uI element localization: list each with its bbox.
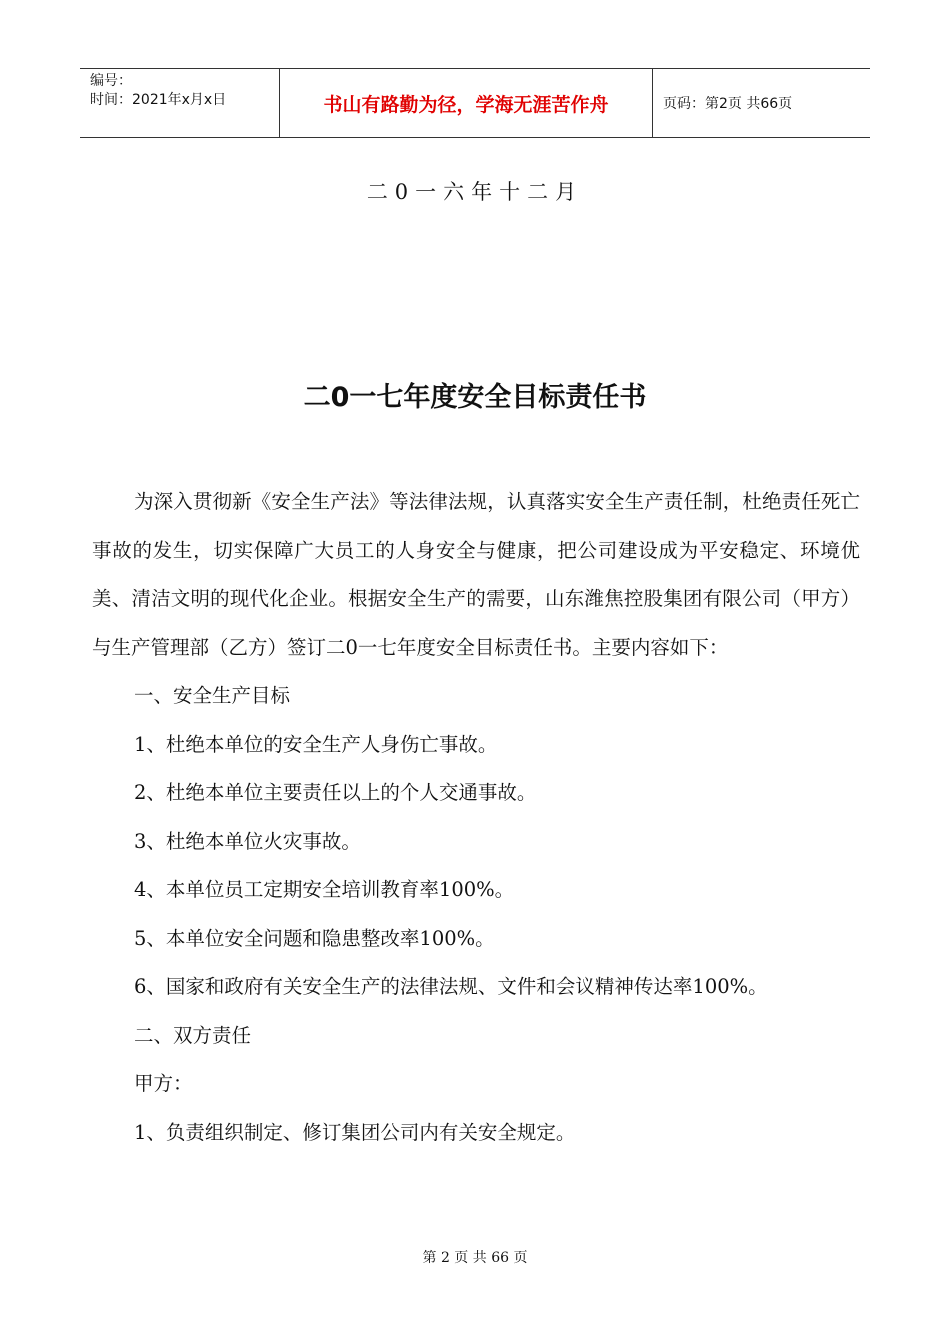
goal-item: 1、杜绝本单位的安全生产人身伤亡事故。 (134, 732, 498, 756)
motto: 书山有路勤为径，学海无涯苦作舟 (280, 69, 653, 137)
header-table (80, 68, 870, 138)
section-heading-goals: 一、安全生产目标 (134, 684, 291, 707)
number-label: 编号： (90, 73, 132, 89)
goal-item: 5、本单位安全问题和隐患整改率100%。 (134, 926, 495, 950)
time-label: 时间：2021年x月x日 (90, 92, 227, 108)
responsibility-item: 1、负责组织制定、修订集团公司内有关安全规定。 (134, 1120, 576, 1144)
document-title: 二0一七年度安全目标责任书 (303, 382, 647, 413)
goal-item: 2、杜绝本单位主要责任以上的个人交通事故。 (134, 781, 537, 804)
goal-item: 4、本单位员工定期安全培训教育率100%。 (134, 878, 515, 901)
document-body (92, 478, 860, 1157)
page-footer: 第 2 页 共 66 页 (422, 1250, 528, 1266)
goal-item: 3、杜绝本单位火灾事故。 (134, 829, 361, 853)
section-heading-responsibilities: 二、双方责任 (134, 1023, 252, 1047)
party-a-label: 甲方： (134, 1072, 193, 1095)
header-meta (80, 69, 280, 137)
intro-paragraph: 为深入贯彻新《安全生产法》等法律法规，认真落实安全生产责任制，杜绝责任死亡事故的发生，切实保障广大员工的人身安全与健康，把公司建设成为平安稳定、环境优美、清洁文明的现代化企业。根据安全生产的需要，山东潍焦控股集团有限公司（甲方）与生产管理部（乙方）签订二0一七年度安全目标责任书。主要内容如下： (92, 490, 860, 659)
goal-item: 6、国家和政府有关安全生产的法律法规、文件和会议精神传达率100%。 (134, 975, 768, 998)
date-line: 二0一六年十二月 (366, 180, 584, 204)
page-info: 页码：第2页 共66页 (663, 96, 793, 112)
